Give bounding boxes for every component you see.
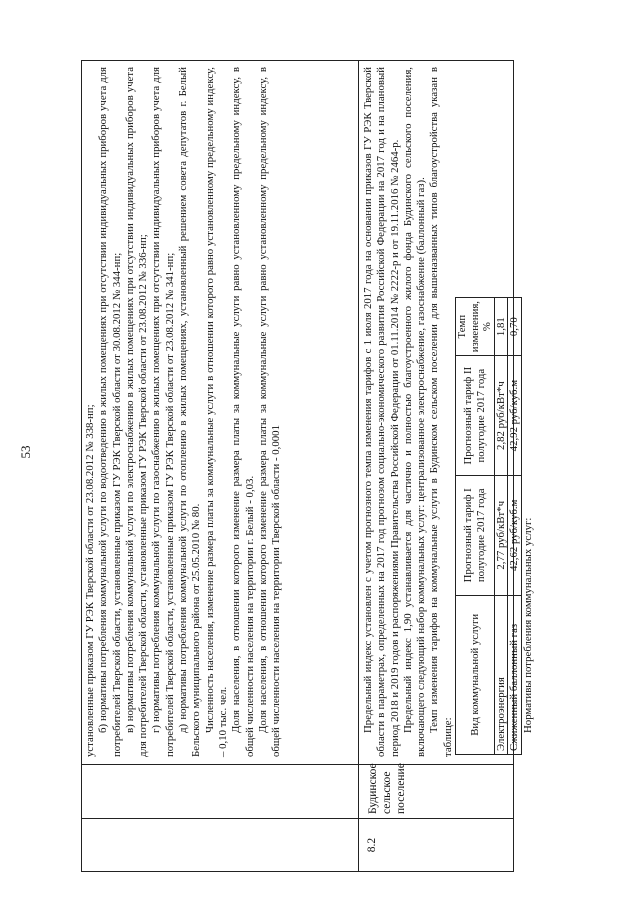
description-column: [82, 61, 534, 764]
settlement-name-column: [82, 764, 513, 818]
lower-text-block: [362, 67, 535, 757]
table-header: Прогнозный тариф II полугодие 2017 года: [456, 356, 495, 476]
table-cell: 2,82 руб/кВт*ч: [494, 356, 508, 476]
table-cell: 42,92 руб/куб.м: [508, 356, 522, 476]
tariff-table: [455, 297, 522, 755]
paragraph: Нормативы потребления коммунальных услуг:: [521, 517, 534, 733]
row-number: 8.2: [366, 837, 378, 853]
table-cell: Электроэнергия: [494, 595, 508, 754]
paragraph: Предельный индекс установлен с учетом прогнозного темпа изменения тарифов с 1 июля 2017 года на основании приказов ГУ РЭК Тверской области в параметрах, определенных на 2017 год прогнозом социально-экономического развития Российской Федерации на 2017 год и на плановый период 2018 и 2019 годов и распоряжениями Правительства Российской Федерации от 01.11.2014 № 2222-р и от 19.11.2016 № 2464-р.: [362, 67, 401, 757]
paragraph: б) нормативы потребления коммунальной услуги по водоотведению в жилых помещениях при отсутствии индивидуальных приборов учета для потребителей Тверской области, установленные приказом ГУ РЭК Тверской области от 30.08.2012 № 344-нп;: [97, 67, 123, 757]
table-cell: 0,70: [508, 298, 522, 356]
row-number-column: [82, 818, 513, 871]
table-header-row: [456, 298, 495, 755]
table-row: [494, 298, 508, 755]
paragraph: д) нормативы потребления коммунальной услуги по отоплению в жилых помещениях, установленный решением совета депутатов г. Белый Бельского муниципального района от 25.05.2010 № 80.: [177, 67, 203, 757]
paragraph: Предельный индекс 1,90 устанавливается для частично и полностью благоустроенного жилого фонда Будинского сельского поселения, включающего следующий набор коммунальных услуг: централизованное электроснабжение, газоснабжение (баллонный газ).: [401, 67, 428, 757]
paragraph: Численность населения, изменение размера платы за коммунальные услуги в отношении которого равно установленному предельному индексу, – 0,10 тыс. чел.: [203, 67, 229, 757]
paragraph: г) нормативы потребления коммунальной услуги по газоснабжению в жилых помещениях при отсутствии индивидуальных приборов учета для потребителей Тверской области, установленные приказом ГУ РЭК Тверской области от 23.08.2012 № 341-нп;: [150, 67, 176, 757]
table-cell: Сжиженный баллонный газ: [508, 595, 522, 754]
paragraph: Доля населения, в отношении которого изменение размера платы за коммунальные услуги равно установленному предельному индексу, в общей численности населения на территории Тверской области - 0,0001: [256, 67, 283, 757]
table-cell: 42,62 руб/куб.м: [508, 475, 522, 595]
table-cell: 2,77 руб/кВт*ч: [494, 475, 508, 595]
table-header: Прогнозный тариф I полугодие 2017 года: [456, 475, 495, 595]
page-number: 53: [18, 445, 33, 459]
paragraph: в) нормативы потребления коммунальной услуги по электроснабжению в жилых помещениях при отсутствии индивидуальных приборов учета для потребителей Тверской области, установленные приказом ГУ РЭК Тверской области от 23.08.2012 № 336-нп;: [123, 67, 150, 757]
table-cell: 1,81: [494, 298, 508, 356]
document-table: [81, 60, 534, 872]
upper-text-block: [84, 67, 283, 757]
paragraph: установленные приказом ГУ РЭК Тверской области от 23.08.2012 № 338-нп;: [84, 404, 96, 757]
table-row: [508, 298, 522, 755]
paragraph: Доля населения, в отношении которого изменение размера платы за коммунальные услуги равно установленному предельному индексу, в общей численности населения на территории г. Белый - 0,03.: [230, 67, 256, 757]
table-header: Темп изменения, %: [456, 298, 495, 356]
table-header: Вид коммунальной услуги: [456, 595, 495, 754]
settlement-name: Будинское сельское поселение: [367, 763, 407, 814]
paragraph: Темп изменения тарифов на коммунальные услуги в Будинском сельском поселении для вышеназванных типов благоустройства указан в таблице:: [428, 67, 454, 757]
